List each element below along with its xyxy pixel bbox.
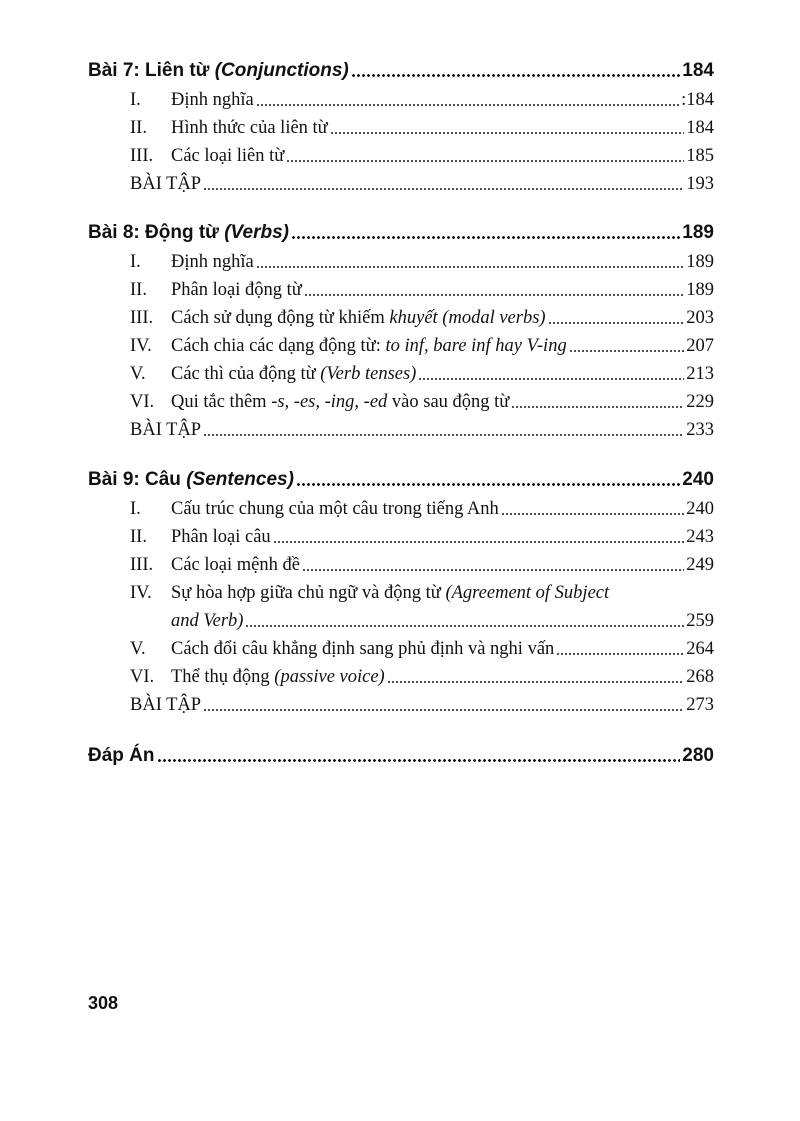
dot-leader <box>330 132 685 134</box>
dot-leader <box>304 294 684 296</box>
toc-entry-exercises[interactable] <box>130 414 714 441</box>
entry-number: VI. <box>130 392 155 412</box>
entry-page: 213 <box>686 364 714 384</box>
toc-entry[interactable] <box>130 493 714 520</box>
toc-entry[interactable] <box>130 633 714 660</box>
dot-leader <box>548 322 685 324</box>
toc-entry[interactable] <box>130 549 714 576</box>
entry-page: 189 <box>686 252 714 272</box>
chapter-page: 280 <box>682 745 714 766</box>
entry-title: Cách sử dụng động từ khiếm khuyết (modal verbs) <box>171 308 546 328</box>
dot-leader <box>157 759 681 762</box>
entry-title: Phân loại câu <box>171 527 271 547</box>
dot-leader <box>256 104 679 106</box>
dot-leader <box>296 483 680 486</box>
toc-entry-continuation[interactable] <box>171 605 714 632</box>
entry-page: 233 <box>686 420 714 440</box>
entry-page: 184 <box>686 118 714 138</box>
entry-page: 273 <box>686 695 714 715</box>
entry-title: Các loại mệnh đề <box>171 555 300 575</box>
entry-number: II. <box>130 280 147 300</box>
entry-page: :184 <box>681 90 714 110</box>
entry-page: 243 <box>686 527 714 547</box>
entry-page: 185 <box>686 146 714 166</box>
dot-leader <box>511 406 684 408</box>
dot-leader <box>245 625 684 627</box>
toc-entry[interactable] <box>130 330 714 357</box>
chapter-title: Đáp Án <box>88 745 155 766</box>
entry-title: Sự hòa hợp giữa chủ ngữ và động từ (Agreement of Subject <box>171 583 610 603</box>
toc-entry-exercises[interactable] <box>130 689 714 716</box>
toc-entry-multiline[interactable] <box>130 577 714 604</box>
entry-page: 229 <box>686 392 714 412</box>
entry-title: Cách đổi câu khẳng định sang phủ định và nghi vấn <box>171 639 555 659</box>
entry-title: BÀI TẬP <box>130 420 202 440</box>
entry-title: Cách chia các dạng động từ: to inf, bare inf hay V-ing <box>171 336 567 356</box>
entry-page: 193 <box>686 174 714 194</box>
chapter-title: Bài 7: Liên từ (Conjunctions) <box>88 60 349 81</box>
dot-leader <box>351 74 681 77</box>
entry-number: III. <box>130 308 154 328</box>
toc-entry[interactable] <box>130 84 714 111</box>
dot-leader <box>203 188 684 190</box>
entry-number: II. <box>130 118 147 138</box>
toc-entry[interactable] <box>130 140 714 167</box>
entry-number: IV. <box>130 336 152 356</box>
entry-page: 240 <box>686 499 714 519</box>
toc-entry[interactable] <box>130 274 714 301</box>
chapter-page: 184 <box>682 60 714 81</box>
chapter-page: 240 <box>682 469 714 490</box>
dot-leader <box>387 681 685 683</box>
entry-number: I. <box>130 252 141 272</box>
entry-number: III. <box>130 555 154 575</box>
entry-number: II. <box>130 527 147 547</box>
dot-leader <box>302 569 684 571</box>
entry-title: Định nghĩa <box>171 252 254 272</box>
toc-chapter-9[interactable] <box>88 461 714 491</box>
dot-leader <box>291 236 680 239</box>
toc-entry[interactable] <box>130 521 714 548</box>
entry-title: Các loại liên từ <box>171 146 285 166</box>
entry-number: IV. <box>130 583 152 603</box>
entry-page: 249 <box>686 555 714 575</box>
entry-number: I. <box>130 90 141 110</box>
toc-entry[interactable] <box>130 112 714 139</box>
chapter-page: 189 <box>682 222 714 243</box>
toc-chapter-8[interactable] <box>88 214 714 244</box>
entry-page: 189 <box>686 280 714 300</box>
entry-title: Cấu trúc chung của một câu trong tiếng Anh <box>171 499 499 519</box>
entry-number: V. <box>130 364 146 384</box>
page-number: 308 <box>88 993 119 1013</box>
entry-title-continuation: and Verb) <box>171 611 244 631</box>
dot-leader <box>273 541 685 543</box>
entry-title: BÀI TẬP <box>130 174 202 194</box>
dot-leader <box>203 434 684 436</box>
entry-number: V. <box>130 639 146 659</box>
entry-page: 264 <box>686 639 714 659</box>
entry-title: Định nghĩa <box>171 90 254 110</box>
toc-entry[interactable] <box>130 358 714 385</box>
entry-number: I. <box>130 499 141 519</box>
dot-leader <box>418 378 684 380</box>
entry-title: Thể thụ động (passive voice) <box>171 667 385 687</box>
entry-page: 207 <box>686 336 714 356</box>
entry-title: Phân loại động từ <box>171 280 302 300</box>
toc-answers[interactable] <box>88 737 714 767</box>
dot-leader <box>569 350 685 352</box>
dot-leader <box>501 513 684 515</box>
dot-leader <box>256 266 685 268</box>
toc-entry-exercises[interactable] <box>130 168 714 195</box>
entry-title: Các thì của động từ (Verb tenses) <box>171 364 417 384</box>
dot-leader <box>556 653 684 655</box>
toc-entry[interactable] <box>130 661 714 688</box>
entry-title: BÀI TẬP <box>130 695 202 715</box>
chapter-title: Bài 8: Động từ (Verbs) <box>88 222 289 243</box>
entry-number: VI. <box>130 667 155 687</box>
entry-title: Hình thức của liên từ <box>171 118 328 138</box>
dot-leader <box>203 709 684 711</box>
chapter-title: Bài 9: Câu (Sentences) <box>88 469 294 490</box>
toc-entry[interactable] <box>130 246 714 273</box>
entry-title: Qui tắc thêm -s, -es, -ing, -ed vào sau động từ <box>171 392 510 412</box>
entry-page: 268 <box>686 667 714 687</box>
toc-chapter-7[interactable] <box>88 52 714 82</box>
toc-entry[interactable] <box>130 386 714 413</box>
entry-number: III. <box>130 146 154 166</box>
toc-entry[interactable] <box>130 302 714 329</box>
entry-page: 203 <box>686 308 714 328</box>
entry-page: 259 <box>686 611 714 631</box>
dot-leader <box>286 160 684 162</box>
